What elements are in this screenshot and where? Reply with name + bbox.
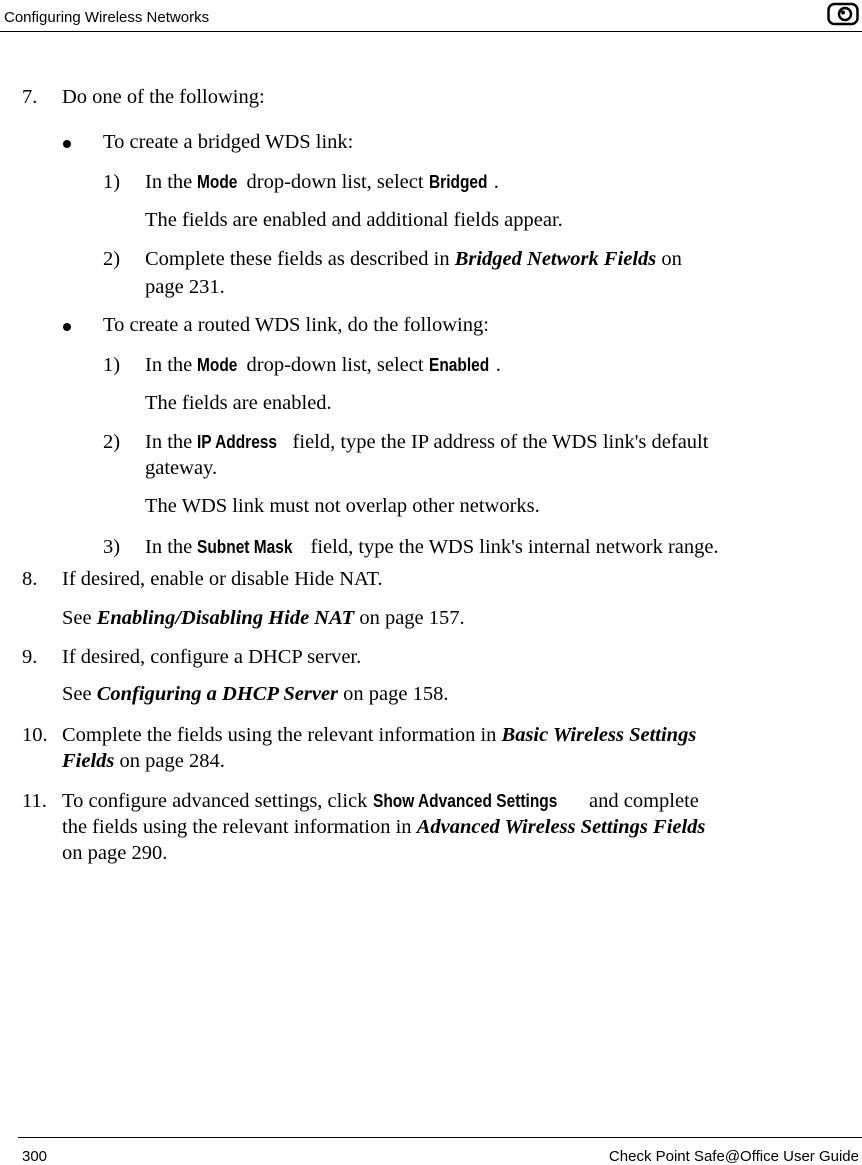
step-text-cont: Fields on page 284. [62, 750, 225, 772]
step-number: 11. [22, 790, 47, 812]
substep-number: 3) [103, 536, 121, 558]
step-text: To configure advanced settings, click Show Advanced Settings and complete [62, 790, 699, 812]
cross-reference: Fields [62, 750, 115, 772]
step-text-cont: the fields using the relevant information in Advanced Wireless Settings Fields [62, 816, 706, 838]
see-also: See Configuring a DHCP Server on page 158. [62, 683, 449, 705]
substep-text: Complete these fields as described in Bridged Network Fields on [145, 248, 682, 270]
substep-text-cont: gateway. [145, 457, 218, 479]
substep-note: The fields are enabled. [145, 392, 332, 414]
step-number: 8. [22, 568, 38, 590]
bullet-icon [63, 323, 71, 331]
camera-logo-icon [827, 2, 859, 26]
cross-reference: Bridged Network Fields [454, 248, 657, 270]
substep-text: In the Mode drop-down list, select Enabled . [145, 354, 501, 376]
page-header [0, 0, 862, 32]
substep-number: 1) [103, 171, 121, 193]
cross-reference: Advanced Wireless Settings Fields [416, 816, 706, 838]
substep-note: The WDS link must not overlap other networks. [145, 495, 540, 517]
step-number: 10. [22, 724, 48, 746]
cross-reference: Configuring a DHCP Server [96, 683, 339, 705]
bullet-icon [63, 140, 71, 148]
page-footer [18, 1137, 862, 1164]
bullet-text: To create a routed WDS link, do the following: [103, 314, 489, 336]
see-also: See Enabling/Disabling Hide NAT on page 157. [62, 607, 465, 629]
substep-number: 1) [103, 354, 121, 376]
step-text-cont: on page 290. [62, 842, 168, 864]
substep-text-cont: page 231. [145, 276, 225, 298]
substep-text: In the IP Address field, type the IP address of the WDS link's default [145, 431, 709, 453]
substep-text: In the Mode drop-down list, select Bridged . [145, 171, 499, 193]
cross-reference: Enabling/Disabling Hide NAT [96, 607, 355, 629]
page-number: 300 [22, 1148, 48, 1165]
substep-number: 2) [103, 248, 121, 270]
cross-reference: Basic Wireless Settings [501, 724, 697, 746]
substep-text: In the Subnet Mask field, type the WDS link's internal network range. [145, 536, 719, 558]
guide-title: Check Point Safe@Office User Guide [608, 1148, 859, 1165]
step-number: 9. [22, 646, 38, 668]
header-title: Configuring Wireless Networks [4, 9, 210, 26]
step-number: 7. [22, 86, 38, 108]
step-text: Complete the fields using the relevant information in Basic Wireless Settings [62, 724, 697, 746]
substep-note: The fields are enabled and additional fields appear. [145, 209, 563, 231]
substep-number: 2) [103, 431, 121, 453]
step-text: If desired, enable or disable Hide NAT. [62, 568, 383, 590]
bullet-text: To create a bridged WDS link: [103, 131, 354, 153]
step-text: If desired, configure a DHCP server. [62, 646, 362, 668]
step-text: Do one of the following: [62, 86, 265, 108]
